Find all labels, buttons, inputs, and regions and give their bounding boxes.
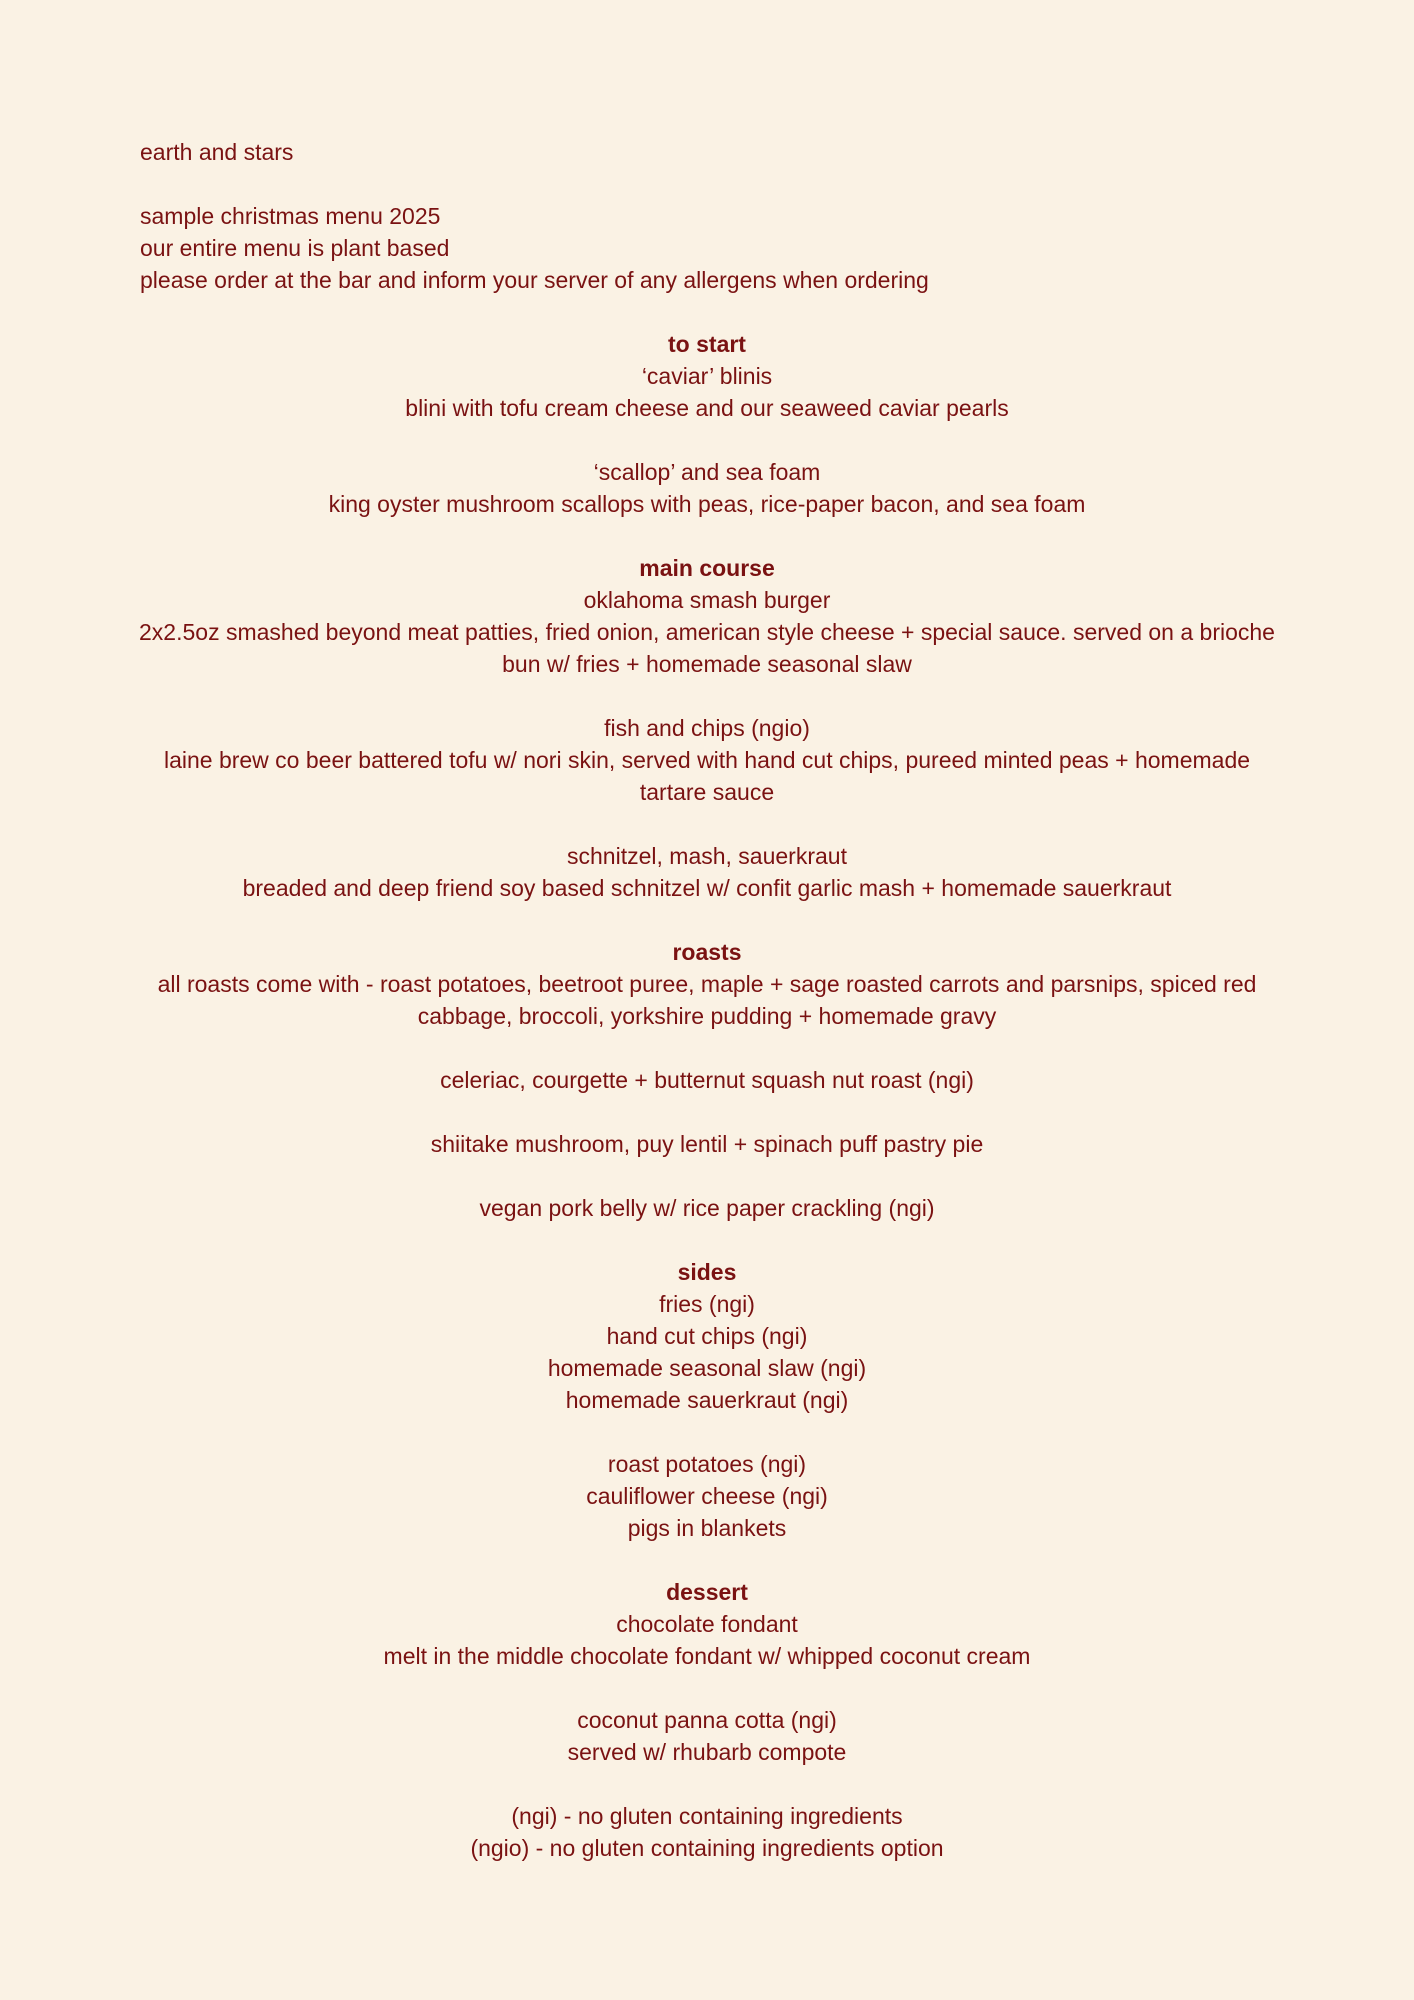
item-description: king oyster mushroom scallops with peas, rice-paper bacon, and sea foam (328, 491, 1086, 517)
gluten-legend (130, 1800, 1284, 1864)
ordering-instructions: please order at the bar and inform your server of any allergens when ordering (140, 267, 929, 293)
section-heading: main course (639, 555, 775, 581)
section-roasts (130, 936, 1284, 1224)
item-name: chocolate fondant (616, 1611, 798, 1637)
item-description: melt in the middle chocolate fondant w/ whipped coconut cream (383, 1643, 1031, 1669)
section-sides (130, 1256, 1284, 1544)
item-description: laine brew co beer battered tofu w/ nori skin, served with hand cut chips, pureed minted peas + homemade tartare sauce (163, 747, 1251, 805)
item-name: oklahoma smash burger (583, 587, 831, 613)
item-name: fish and chips (ngio) (604, 715, 810, 741)
side-item: fries (ngi) (659, 1291, 755, 1317)
side-item: pigs in blankets (627, 1515, 787, 1541)
roasts-intro: all roasts come with - roast potatoes, beetroot puree, maple + sage roasted carrots and parsnips, spiced red cabbage, broccoli, yorkshire pudding + homemade gravy (157, 971, 1257, 1029)
side-item: homemade seasonal slaw (ngi) (547, 1355, 867, 1381)
side-item: hand cut chips (ngi) (606, 1323, 808, 1349)
roast-item: celeriac, courgette + butternut squash nut roast (ngi) (440, 1067, 974, 1093)
item-name: schnitzel, mash, sauerkraut (567, 843, 847, 869)
side-item: homemade sauerkraut (ngi) (565, 1387, 849, 1413)
section-main-course (130, 552, 1284, 904)
side-item: roast potatoes (ngi) (607, 1451, 807, 1477)
item-description: blini with tofu cream cheese and our seaweed caviar pearls (405, 395, 1009, 421)
plant-based-note: our entire menu is plant based (140, 235, 450, 261)
item-description: served w/ rhubarb compote (567, 1739, 847, 1765)
legend-ngio: (ngio) - no gluten containing ingredients option (470, 1835, 944, 1861)
section-heading: roasts (672, 939, 742, 965)
section-heading: sides (677, 1259, 737, 1285)
restaurant-name: earth and stars (140, 139, 294, 165)
section-heading: to start (668, 331, 746, 357)
side-item: cauliflower cheese (ngi) (586, 1483, 828, 1509)
section-heading: dessert (666, 1579, 748, 1605)
legend-ngi: (ngi) - no gluten containing ingredients (511, 1803, 903, 1829)
section-dessert (130, 1576, 1284, 1768)
item-name: ‘caviar’ blinis (641, 363, 773, 389)
section-to-start (130, 328, 1284, 520)
menu-intro (140, 136, 1274, 296)
menu-title: sample christmas menu 2025 (140, 203, 441, 229)
roast-item: vegan pork belly w/ rice paper crackling (ngi) (479, 1195, 935, 1221)
roast-item: shiitake mushroom, puy lentil + spinach puff pastry pie (430, 1131, 984, 1157)
item-name: coconut panna cotta (ngi) (577, 1707, 837, 1733)
item-name: ‘scallop’ and sea foam (593, 459, 821, 485)
item-description: breaded and deep friend soy based schnitzel w/ confit garlic mash + homemade sauerkraut (242, 875, 1172, 901)
item-description: 2x2.5oz smashed beyond meat patties, fried onion, american style cheese + special sauce. served on a brioche bun w/ fries + homemade seasonal slaw (139, 619, 1275, 677)
